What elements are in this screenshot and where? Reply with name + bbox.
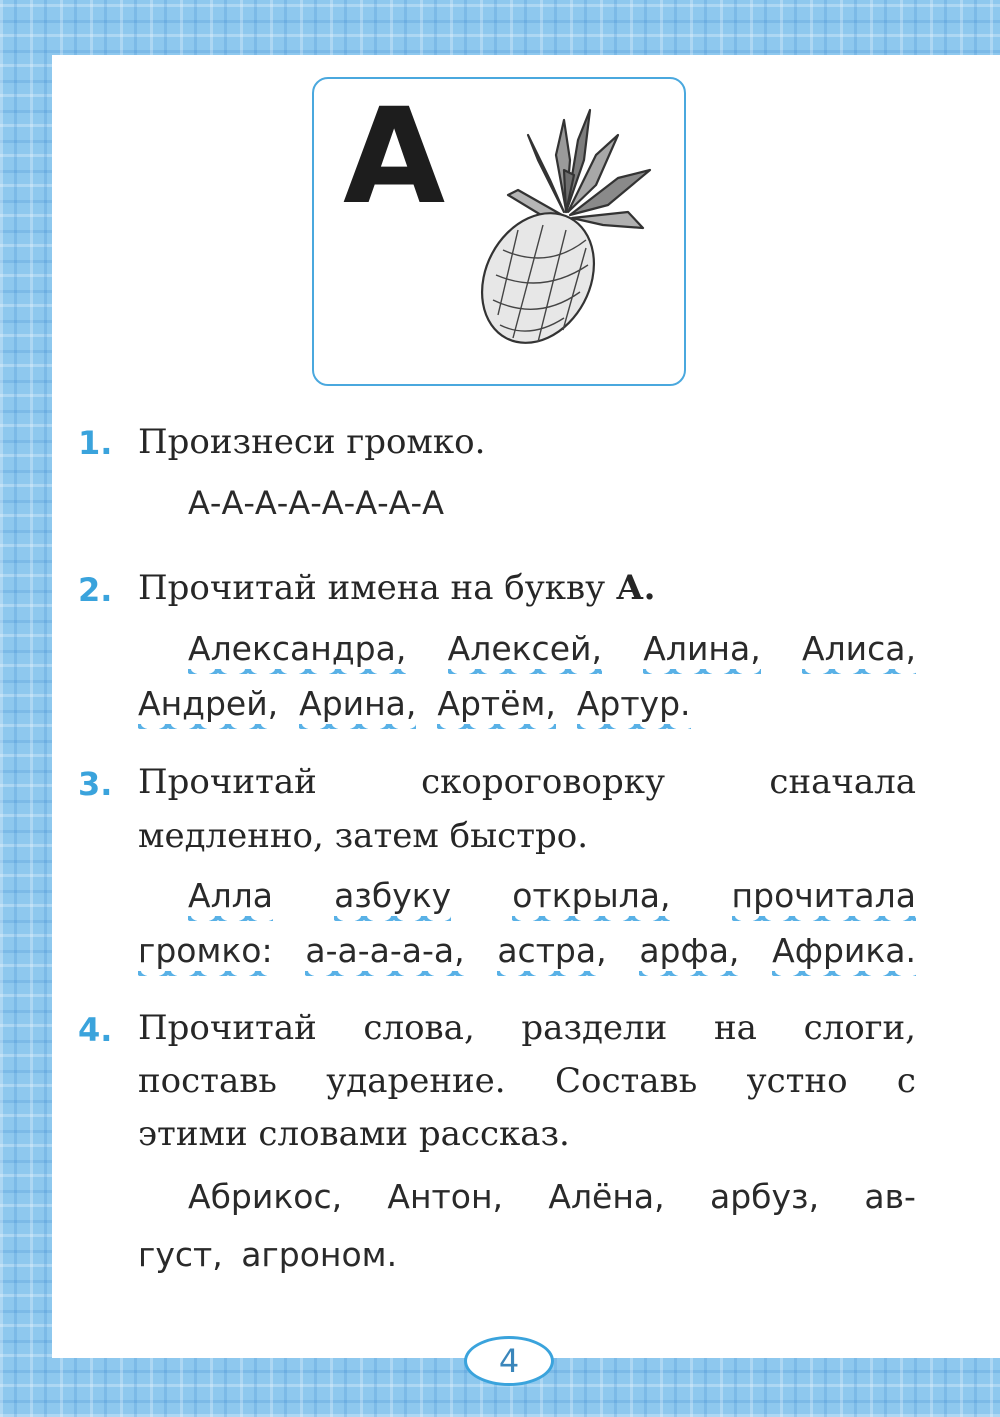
instruction-word: Прочитай [138, 1008, 317, 1048]
name-word: Артём, [437, 684, 556, 723]
task-3-twister-line1 [188, 877, 916, 915]
instruction-word: сначала [769, 762, 916, 802]
name-word: Алина, [643, 629, 761, 668]
twister-word: Алла [188, 876, 273, 915]
twister-word: азбуку [334, 876, 452, 915]
word: Алёна, [548, 1177, 665, 1216]
task-4-instruction-line1 [138, 1009, 916, 1047]
name-word: Александра, [188, 629, 407, 668]
task-2-names-line2 [138, 685, 691, 723]
word: Антон, [387, 1177, 504, 1216]
instruction-word: скороговорку [421, 762, 666, 802]
task-2-names-line1 [188, 630, 916, 668]
big-letter: А [343, 80, 446, 234]
name-word: Андрей, [138, 684, 279, 723]
task-4-words-line1 [188, 1178, 916, 1216]
task-4-instruction-line3: этими словами рассказ. [138, 1114, 570, 1154]
instruction-word: слоги, [803, 1008, 916, 1048]
twister-word: астра, [497, 931, 607, 970]
word: арбуз, [709, 1177, 820, 1216]
twister-word: прочитала [731, 876, 916, 915]
task-1-exercise: А-А-А-А-А-А-А-А [188, 484, 444, 522]
task-1-number: 1. [78, 424, 113, 462]
name-word: Арина, [299, 684, 417, 723]
task-1-instruction: Произнеси громко. [138, 422, 486, 462]
twister-word: Африка. [772, 931, 916, 970]
twister-word: арфа, [639, 931, 740, 970]
task-4-number: 4. [78, 1011, 113, 1049]
instruction-word: Составь [554, 1061, 698, 1101]
task-3-instruction-line2: медленно, затем быстро. [138, 816, 589, 856]
task-2-number: 2. [78, 571, 113, 609]
name-word: Алиса, [802, 629, 916, 668]
task-3-instruction-line1 [138, 763, 916, 801]
instruction-word: на [713, 1008, 757, 1048]
task-4-words-line2: густ, агроном. [138, 1235, 398, 1274]
word: Абрикос, [188, 1177, 343, 1216]
instruction-word: ударение. [326, 1061, 506, 1101]
twister-word: открыла, [512, 876, 671, 915]
task-2-instruction-text: Прочитай имена на букву [138, 568, 606, 608]
task-2-instruction-letter: А. [615, 568, 656, 608]
twister-word: а-а-а-а-а, [305, 931, 465, 970]
twister-word: громко: [138, 931, 273, 970]
name-word: Артур. [576, 684, 691, 723]
instruction-word: раздели [521, 1008, 668, 1048]
task-2-instruction [138, 569, 656, 607]
instruction-word: устно [746, 1061, 848, 1101]
instruction-word: поставь [138, 1061, 277, 1101]
instruction-word: слова, [363, 1008, 475, 1048]
page-number: 4 [464, 1336, 554, 1386]
task-3-twister-line2 [138, 932, 916, 970]
task-4-instruction-line2 [138, 1062, 916, 1100]
instruction-word: с [896, 1061, 916, 1101]
task-3-number: 3. [78, 765, 113, 803]
word: ав- [864, 1177, 916, 1216]
pineapple-icon [468, 100, 663, 350]
name-word: Алексей, [447, 629, 602, 668]
instruction-word: Прочитай [138, 762, 317, 802]
